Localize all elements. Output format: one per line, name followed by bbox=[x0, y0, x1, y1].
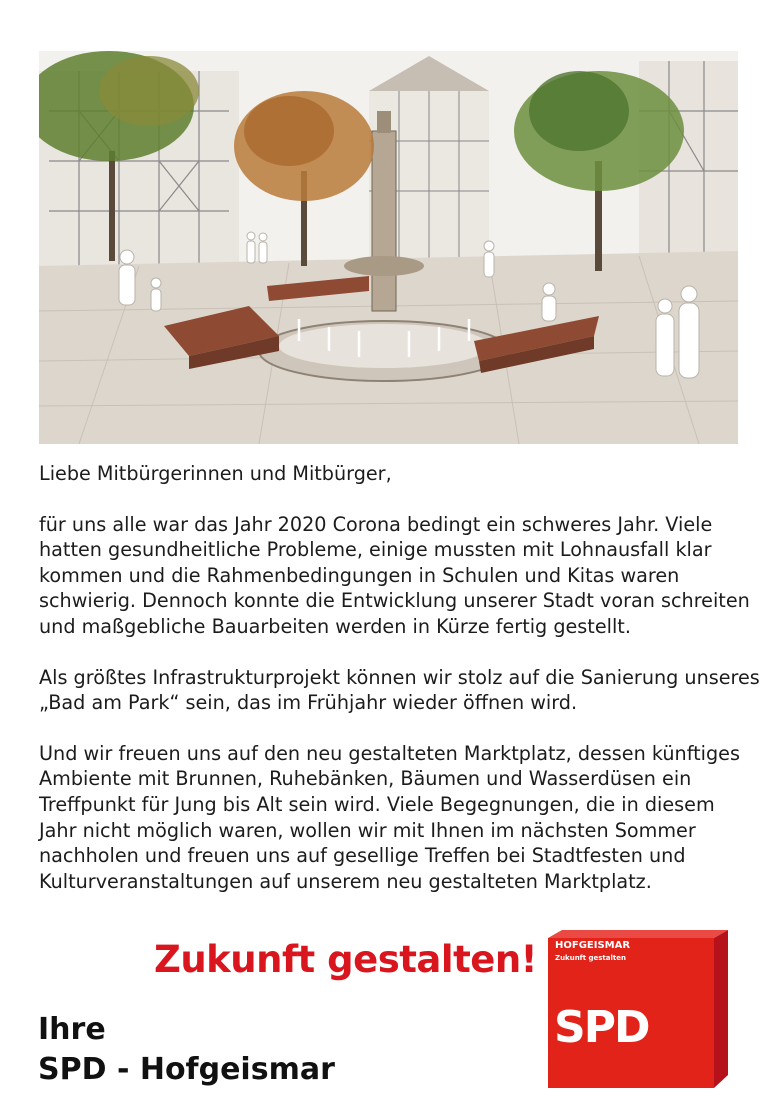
signature bbox=[38, 1010, 335, 1090]
cube-tagline: Zukunft gestalten bbox=[555, 954, 626, 962]
signature-line-ihre: Ihre bbox=[38, 1012, 106, 1047]
cube-brand-text bbox=[555, 940, 630, 964]
paragraph-bad-am-park: Als größtes Infrastrukturprojekt können wir stolz auf die Sanierung unseres „Bad am Park“ sein, das im Frühjahr wieder öffnen wird. bbox=[39, 665, 760, 715]
signature-line-party: SPD - Hofgeismar bbox=[38, 1052, 335, 1087]
spd-wordmark: SPD bbox=[554, 1002, 649, 1053]
cube-brand: HOFGEISMAR bbox=[555, 940, 631, 951]
spd-cube-logo bbox=[548, 930, 728, 1088]
paragraph-marktplatz: Und wir freuen uns auf den neu gestalteten Marktplatz, dessen künftiges Ambiente mit Brunnen, Ruhebänken, Bäumen und Wasserdüsen ein Treffpunkt für Jung bis Alt sein wird. Viele Begegnungen, die in diesem Jahr nicht möglich waren, wollen wir mit Ihnen im nächsten Sommer nachholen und freuen uns auf gesellige Treffen bei Stadtfesten und Kulturveranstaltungen auf unserem neu gestalteten Marktplatz. bbox=[39, 741, 740, 893]
marketplace-illustration bbox=[39, 51, 738, 444]
letter-body bbox=[39, 461, 774, 919]
slogan: Zukunft gestalten! bbox=[154, 938, 538, 981]
greeting: Liebe Mitbürgerinnen und Mitbürger, bbox=[39, 462, 392, 485]
paragraph-year-review: für uns alle war das Jahr 2020 Corona bedingt ein schweres Jahr. Viele hatten gesundheitliche Probleme, einige mussten mit Lohnausfall klar kommen und die Rahmenbedingungen in Schulen und Kitas waren schwierig. Dennoch konnte die Entwicklung unserer Stadt voran schreiten und maßgebliche Bauarbeiten werden in Kürze fertig gestellt. bbox=[39, 512, 750, 638]
